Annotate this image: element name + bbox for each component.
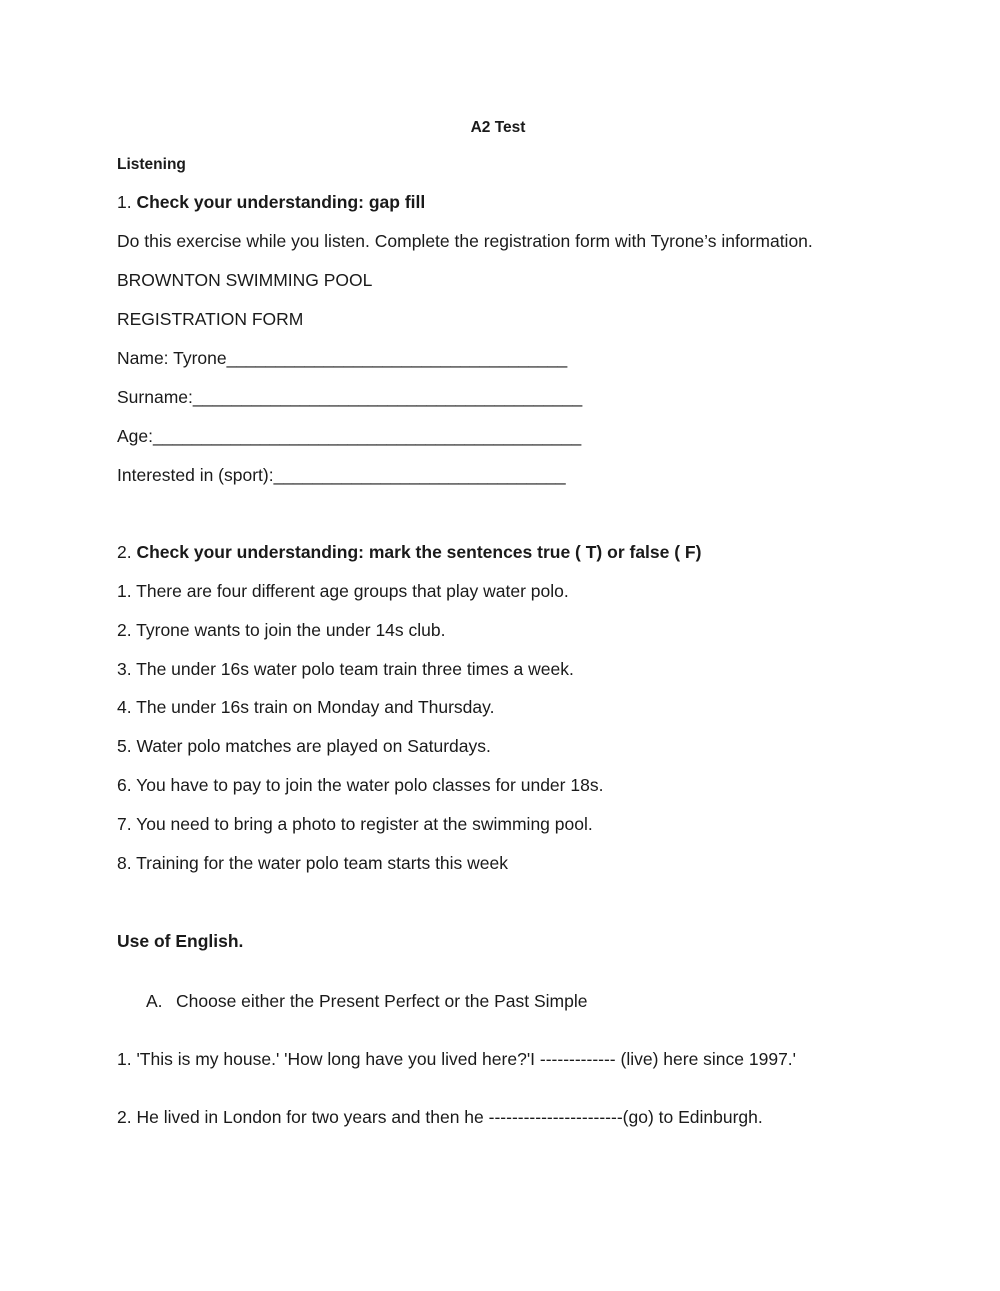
section2-heading [117,541,701,563]
tf-item: 3. The under 16s water polo team train three times a week. [117,659,574,679]
task-a-text: Choose either the Present Perfect or the Past Simple [176,991,588,1011]
grammar-item[interactable]: 1. 'This is my house.' 'How long have you lived here?'I ------------- (live) here since 1997.' [117,1049,797,1069]
use-of-english-heading: Use of English. [117,931,244,951]
section2-number: 2. [117,542,137,562]
form-field-sport[interactable]: Interested in (sport):______________________________ [117,465,566,485]
tf-item: 5. Water polo matches are played on Saturdays. [117,736,491,756]
page-title: A2 Test [470,119,526,136]
form-title-registration: REGISTRATION FORM [117,309,304,329]
task-a [146,990,587,1012]
tf-item: 4. The under 16s train on Monday and Thursday. [117,697,495,717]
tf-item: 1. There are four different age groups that play water polo. [117,581,569,601]
form-field-age[interactable]: Age:____________________________________________ [117,426,582,446]
listening-heading: Listening [117,156,186,173]
section1-title: Check your understanding: gap fill [136,192,426,212]
task-a-letter: A. [146,991,163,1011]
grammar-item[interactable]: 2. He lived in London for two years and then he -----------------------(go) to Edinburgh. [117,1107,763,1127]
tf-item: 6. You have to pay to join the water polo classes for under 18s. [117,775,604,795]
section1-instruction: Do this exercise while you listen. Complete the registration form with Tyrone’s information. [117,231,813,251]
form-field-name[interactable]: Name: Tyrone___________________________________ [117,348,568,368]
tf-item: 8. Training for the water polo team starts this week [117,853,509,873]
form-title-pool: BROWNTON SWIMMING POOL [117,270,373,290]
form-field-surname[interactable]: Surname:________________________________________ [117,387,583,407]
tf-item: 2. Tyrone wants to join the under 14s club. [117,620,446,640]
section1-heading [117,191,425,213]
section2-title: Check your understanding: mark the sentences true ( T) or false ( F) [136,542,702,562]
tf-item: 7. You need to bring a photo to register at the swimming pool. [117,814,593,834]
section1-number: 1. [117,192,137,212]
